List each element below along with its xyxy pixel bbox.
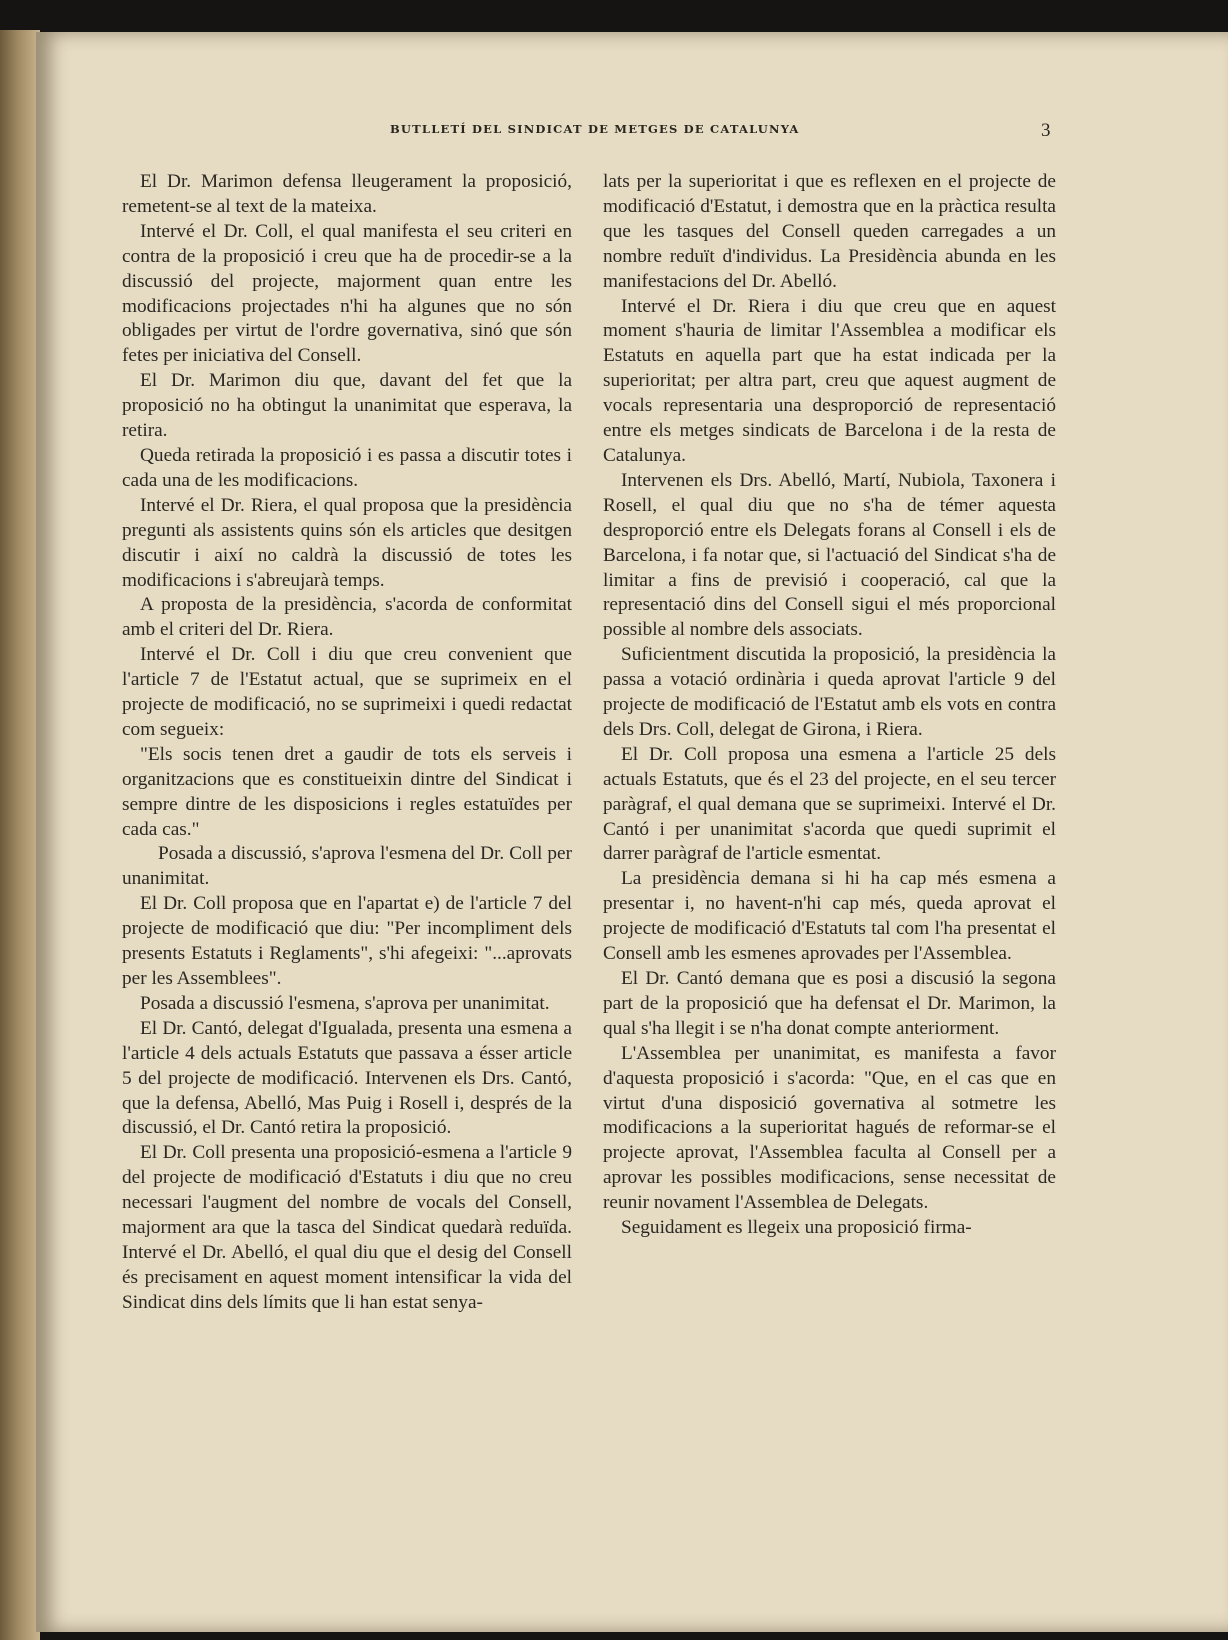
quoted-article: "Els socis tenen dret a gaudir de tots els serveis i organitzacions que es constitueixin dintre del Sindicat i sempre dintre de les disposicions i regles estatuïdes per cada cas." bbox=[122, 743, 572, 840]
paragraph-continued: lats per la superioritat i que es reflexen en el projecte de modificació d'Estatut, i demostra que en la pràctica resulta que les tasques del Consell queden carregades a un nombre reduït d'individus. La Presidència abunda en les manifestacions del Dr. Abelló. bbox=[603, 171, 1056, 292]
paragraph: Intervé el Dr. Riera i diu que creu que en aquest moment s'hauria de limitar l'Assemblea a modificar els Estatuts en aquella part que ha estat indicada per la superioritat; per altra part, creu que aquest augment de vocals representaria una desproporció de representació entre els metges sindicats de Barcelona i de la resta de Catalunya. bbox=[603, 295, 1056, 466]
left-column bbox=[122, 170, 572, 1316]
paragraph: El Dr. Cantó, delegat d'Igualada, presenta una esmena a l'article 4 dels actuals Estatuts que passava a ésser article 5 del projecte de modificació. Intervenen els Drs. Cantó, que la defensa, Abelló, Mas Puig i Rosell i, després de la discussió, el Dr. Cantó retira la proposició. bbox=[122, 1017, 572, 1139]
running-header: BUTLLETÍ DEL SINDICAT DE METGES DE CATALUNYA bbox=[390, 122, 800, 136]
paragraph: Intervé el Dr. Coll i diu que creu convenient que l'article 7 de l'Estatut actual, que se suprimeix en el projecte de modificació, no se suprimeixi i quedi redactat com segueix: bbox=[122, 644, 572, 740]
paragraph: El Dr. Cantó demana que es posi a discusió la segona part de la proposició que ha defensat el Dr. Marimon, la qual s'ha llegit i se n'ha donat compte anteriorment. bbox=[603, 968, 1056, 1039]
paragraph: Suficientment discutida la proposició, la presidència la passa a votació ordinària i queda aprovat l'article 9 del projecte de modificació de l'Estatut amb els vots en contra dels Drs. Coll, delegat de Girona, i Riera. bbox=[603, 644, 1056, 740]
paragraph: Intervenen els Drs. Abelló, Martí, Nubiola, Taxonera i Rosell, el qual diu que no s'ha de témer aquesta desproporció entre els Delegats forans al Consell i els de Barcelona, i fa notar que, si l'actuació del Sindicat s'ha de limitar a fins de previsió i cooperació, cal que la representació dins del Consell sigui el més proporcional possible al nombre dels associats. bbox=[603, 469, 1056, 641]
paragraph: El Dr. Coll proposa una esmena a l'article 25 dels actuals Estatuts, que és el 23 del projecte, en el seu tercer paràgraf, el qual demana que se suprimeixi. Intervé el Dr. Cantó i per unanimitat s'acorda que quedi suprimit el darrer paràgraf de l'article esmentat. bbox=[603, 743, 1056, 865]
paragraph: Posada a discussió l'esmena, s'aprova per unanimitat. bbox=[140, 992, 550, 1014]
paragraph: Posada a discussió, s'aprova l'esmena del Dr. Coll per unanimitat. bbox=[122, 843, 572, 890]
paragraph: El Dr. Coll presenta una proposició-esmena a l'article 9 del projecte de modificació d'Estatuts i diu que no creu necessari l'augment del nombre de vocals del Consell, majorment ara que la tasca del Sindicat quedarà reduïda. Intervé el Dr. Abelló, el qual diu que el desig del Consell és precisament en aquest moment intensificar la vida del Sindicat dins dels límits que li han estat senya- bbox=[122, 1142, 572, 1313]
paragraph: Queda retirada la proposició i es passa a discutir totes i cada una de les modificacions. bbox=[122, 444, 572, 491]
paragraph: Intervé el Dr. Riera, el qual proposa que la presidència pregunti als assistents quins són els articles que desitgen discutir i així no caldrà la discussió de totes les modificacions i s'abreujarà temps. bbox=[122, 494, 572, 591]
paragraph: El Dr. Marimon diu que, davant del fet que la proposició no ha obtingut la unanimitat que esperava, la retira. bbox=[122, 370, 572, 442]
right-column bbox=[603, 170, 1056, 1241]
paragraph: Intervé el Dr. Coll, el qual manifesta el seu criteri en contra de la proposició i creu que ha de procedir-se a la discussió del projecte, majorment quan entre les modificacions projectades n'hi ha algunes que no són obligades per virtut de l'ordre governativa, sinó que són fetes per iniciativa del Consell. bbox=[122, 220, 572, 367]
page-number: 3 bbox=[1041, 120, 1051, 141]
paragraph: Seguidament es llegeix una proposició firma- bbox=[621, 1217, 972, 1239]
paragraph: L'Assemblea per unanimitat, es manifesta a favor d'aquesta proposició i s'acorda: "Que, en el cas que en virtut d'una disposició governativa al sotmetre les modificacions a la superioritat hagués de reformar-se el projecte aprovat, l'Assemblea faculta al Consell per a aprovar les possibles modificacions, sense necessitat de reunir novament l'Assemblea de Delegats. bbox=[603, 1042, 1056, 1214]
paragraph: A proposta de la presidència, s'acorda de conformitat amb el criteri del Dr. Riera. bbox=[122, 594, 572, 641]
paragraph: El Dr. Coll proposa que en l'apartat e) de l'article 7 del projecte de modificació que diu: "Per incompliment dels presents Estatuts i Reglaments", s'hi afegeixi: "...aprovats per les Assemblees". bbox=[122, 893, 572, 989]
paragraph: La presidència demana si hi ha cap més esmena a presentar i, no havent-n'hi cap més, queda aprovat el projecte de modificació d'Estatuts tal com l'ha presentat el Consell amb les esmenes aprovades per l'Assemblea. bbox=[603, 868, 1056, 965]
paragraph: El Dr. Marimon defensa lleugerament la proposició, remetent-se al text de la mateixa. bbox=[122, 171, 572, 217]
book-spine-edge bbox=[0, 30, 40, 1640]
